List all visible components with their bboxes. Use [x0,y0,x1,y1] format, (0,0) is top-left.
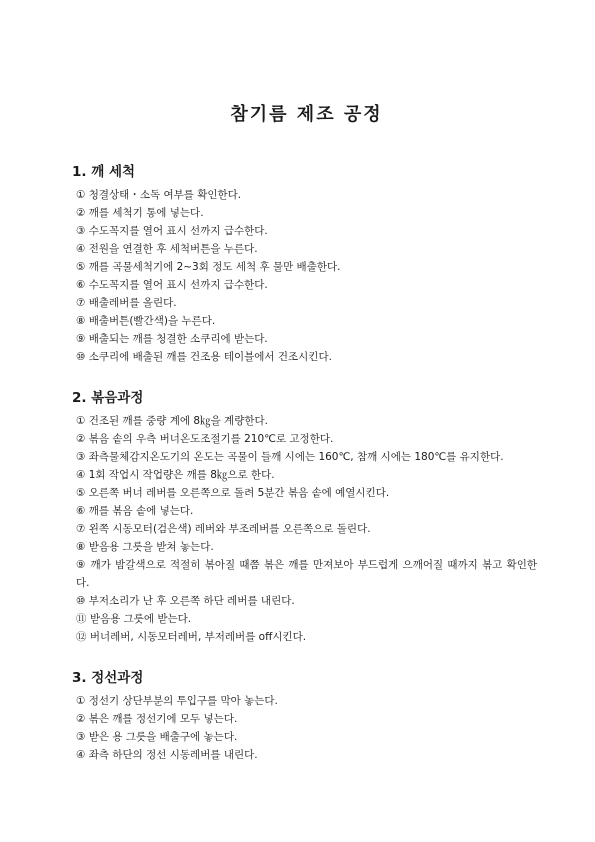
section-sort [72,666,537,764]
list-item: ④ 1회 작업시 작업량은 깨를 8㎏으로 한다. [76,469,275,481]
list-item: ③ 수도꼭지를 열어 표시 선까지 급수한다. [76,225,268,237]
page-title: 참기름 제조 공정 [230,104,383,125]
list-item: ② 볶은 깨를 정선기에 모두 넣는다. [76,713,238,725]
list-item: ③ 받은 용 그릇을 배출구에 놓는다. [76,731,238,743]
list-item: ⑩ 부저소리가 난 후 오른쪽 하단 레버를 내린다. [76,595,295,607]
list-item: ⑤ 깨를 곡물세척기에 2~3회 정도 세척 후 물만 배출한다. [76,261,341,273]
list-item: ⑦ 배출레버를 올린다. [76,297,177,309]
list-item: ① 정선기 상단부분의 투입구를 막아 놓는다. [76,695,278,707]
list-item: ② 깨를 세척기 통에 넣는다. [76,207,204,219]
list-item: ⑨ 깨가 밤갈색으로 적절히 볶아질 때쯤 볶은 깨를 만져보아 부드럽게 으깨어질 때까지 볶고 확인한다. [76,559,537,589]
section-heading: 1. 깨 세척 [72,164,136,180]
section-heading: 2. 볶음과정 [72,390,144,406]
list-item: ③ 좌측물체감지온도기의 온도는 곡물이 들깨 시에는 160℃, 참깨 시에는 180℃를 유지한다. [76,451,504,463]
section-wash [72,160,537,366]
section-roast [72,386,537,646]
list-item: ⑫ 버너레버, 시동모터레버, 부저레버를 off시킨다. [76,631,307,643]
list-item: ⑩ 소쿠리에 배출된 깨를 건조용 테이블에서 건조시킨다. [76,351,332,363]
step-list [72,692,537,764]
list-item: ④ 전원을 연결한 후 세척버튼을 누른다. [76,243,258,255]
list-item: ④ 좌측 하단의 정선 시동레버를 내린다. [76,749,258,761]
list-item: ⑧ 받음용 그릇을 받쳐 놓는다. [76,541,214,553]
list-item: ⑪ 받음용 그릇에 받는다. [76,613,192,625]
list-item: ⑤ 오른쪽 버너 레버를 오른쪽으로 돌려 5분간 볶음 솥에 예열시킨다. [76,487,390,499]
list-item: ⑥ 깨를 볶음 솥에 넣는다. [76,505,194,517]
list-item: ⑨ 배출되는 깨를 청결한 소쿠리에 받는다. [76,333,268,345]
list-item: ① 청결상태・소독 여부를 확인한다. [76,189,242,201]
list-item: ② 볶음 솥의 우측 버너온도조절기를 210℃로 고정한다. [76,433,334,445]
step-list [72,186,537,366]
list-item: ⑧ 배출버튼(빨간색)을 누른다. [76,315,216,327]
list-item: ⑥ 수도꼭지를 열어 표시 선까지 급수한다. [76,279,268,291]
step-list [72,412,537,646]
list-item: ⑦ 왼쪽 시동모터(검은색) 레버와 부조레버를 오른쪽으로 돌린다. [76,523,371,535]
list-item: ① 건조된 깨를 중량 계에 8㎏을 계량한다. [76,415,268,427]
section-heading: 3. 정선과정 [72,670,144,686]
